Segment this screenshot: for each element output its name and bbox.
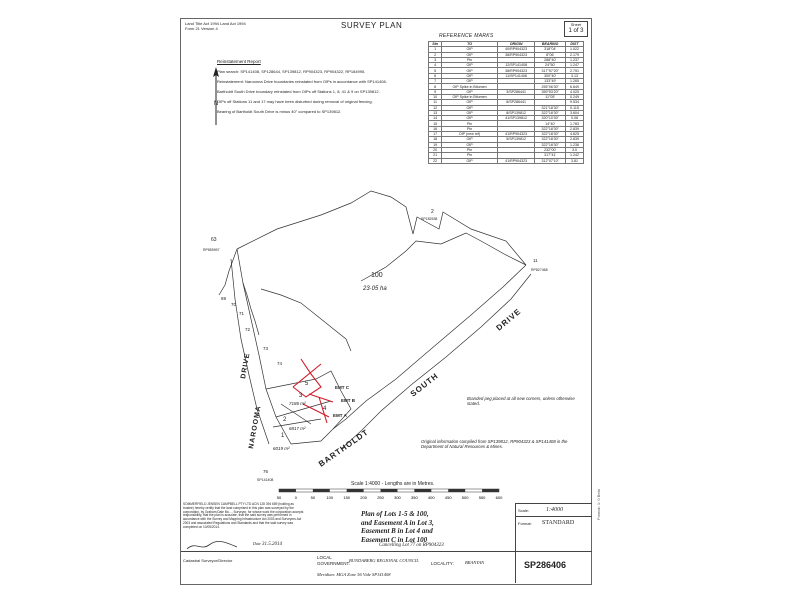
neighbour-label: SP141408 [257,478,274,482]
ref-cell: OIP [442,105,498,110]
ref-cell: 322°18'30" [535,110,566,115]
ref-cell: 12/SP141408 [497,63,535,68]
format-row-value: STANDARD [542,520,575,526]
ref-cell: 1.265 [565,79,583,84]
ref-cell: 6 [429,73,442,78]
sheet-num: 1 [568,28,572,34]
scale-tick-label: 350 [411,495,418,500]
road-name: DRIVE [494,306,523,333]
ref-cell: 11/SP141408 [497,73,535,78]
scale-tick-label: 200 [360,495,367,500]
local-label: LOCAL [317,555,332,560]
acts-line: Land Title Act 1994 Land Act 1994 [185,21,246,26]
ref-cell: OIP [442,79,498,84]
report-para: Plan search: SP141408, SP128644, SP139812, RP904323, RP904322, RP184995. [217,69,366,74]
ref-cell: 21 [429,153,442,158]
scale-label: Scale 1:4000 - Lengths are in Metres. [351,481,435,487]
sheet-number-box: Sheet 1 of 3 [564,21,588,37]
ref-cell: OIP (new ref) [442,132,498,137]
ref-cell: 318°04' [535,47,566,52]
ref-cell: 1.247 [565,63,583,68]
scale-tick-label: 400 [427,495,435,500]
ref-cell: 322°18'30" [535,132,566,137]
ref-cell: OIP [442,52,498,57]
road-name: NAROOMA [248,404,263,450]
ref-cell: Pin [442,121,498,126]
ref-cell: 1.237 [565,57,583,62]
lot-number: 5 [305,381,309,387]
lot-number: 3 [299,393,303,399]
ref-cell: 13 [429,110,442,115]
cancelling-note: Cancelling Lot 77 on RP904323 [379,543,444,548]
scale-bar [271,487,511,503]
ref-cell: 322°18'30" [535,137,566,142]
ref-cell: 22 [429,158,442,163]
government-label: GOVERNMENT: [317,561,351,566]
neighbour-label: 69 [221,296,227,301]
north-label: N [213,101,219,107]
ref-cell: 2.179 [565,52,583,57]
ref-cell: 320°10'30" [535,116,566,121]
scale-row-value: 1:4000 [546,507,563,513]
road-name: DRIVE [240,352,252,380]
lot100-boundary-lower [261,289,351,351]
scale-tick-label: 0 [294,495,298,500]
scale-row [516,503,592,517]
ref-cell: 300°40' [535,73,566,78]
neighbour-label: SP182538 [421,217,438,221]
sheet-of: 3 [580,28,584,34]
neighbour-label: 63 [211,237,217,243]
sheet-label: Sheet [570,22,582,27]
ref-cell: 14 [429,116,442,121]
ref-cell: 8/SP139812 [497,110,535,115]
ref-cell: OIP [442,47,498,52]
scale-segment [347,489,364,492]
report-para: Bearing of Bartholdt South Drive is minus 40" compared to SP139812. [217,109,342,114]
signature-date [253,541,282,548]
scale-tick-label: 500 [461,495,469,500]
ref-cell: 5/SP139812 [497,137,535,142]
neighbour-label: 70 [231,302,237,307]
neighbour-label: RP827468 [531,268,548,272]
date-label: Date [253,541,261,546]
neighbour-label: 76 [263,469,269,474]
scale-tick-label: 600 [495,495,503,500]
ref-cell: 359°53'20" [535,89,566,94]
ref-cell: 133°49' [535,79,566,84]
ref-cell: 11 [429,100,442,105]
ref-cell: 9.534 [565,100,583,105]
format-row-label: Format: [518,521,532,526]
ref-cell: 3.604 [565,110,583,115]
reference-marks-title: REFERENCE MARKS [439,33,494,39]
lot100-north-boundary [237,191,526,265]
easement-b-line [309,394,333,402]
ref-cell: 3.0 [565,147,583,152]
ref-cell: 1 [429,47,442,52]
scale-segment [482,489,499,492]
lot-number: 1 [281,433,285,439]
surveyor-certificate: SOMMERFIELD JENSEN CAMPBELL PTY LTD ACN 128 394 689 (holding as trustee) hereby certify that the land comprised in this plan was surveyed by the corporation, by Graham Dale Mc..., Surveyor, for whose work the corporation accepts responsibility, that the plan is accurate, that the said survey was performed in accordance with the Survey and Mapping Infrastructure Act 2003 and Surveyors Act 2003 and associated Regulations and Standards and that the said survey was completed on 10/05/2014. [183,502,304,529]
ref-cell: OIP [442,158,498,163]
scale-segment [381,489,398,492]
peg-note: Branded peg placed at all new corners, unless otherwise stated. [467,396,575,406]
neighbour-label: 11 [533,258,538,263]
ref-cell: 1.242 [565,153,583,158]
scale-tick-label: 100 [326,495,334,500]
ref-cell: 41/RP904323 [497,132,535,137]
report-para: OIPs off Stations 11 and 17 may have been disturbed during removal of original fencing. [217,99,373,104]
ref-column-header: Stn [429,42,442,47]
ref-cell: 321°18'30" [535,105,566,110]
neighbour-label: 2 [431,209,434,215]
survey-plan-sheet [180,18,592,585]
ref-cell: OIP Spike in Bitumen [442,94,498,99]
ref-cell: 16 [429,126,442,131]
form-version: Form 21 Version 4 [185,26,218,31]
ref-cell: Pin [442,126,498,131]
scale-tick-label: 50 [310,495,316,500]
easement-label: EMT A [333,413,347,418]
ref-cell: 2.839 [565,126,583,131]
ref-cell: 3.81 [565,158,583,163]
ref-cell: 8 [429,84,442,89]
ref-cell: 1.236 [565,142,583,147]
neighbour-label: 73 [263,346,269,351]
plan-title-line: Easement C in Lot 100 [361,535,428,544]
ref-cell: 2 [429,52,442,57]
naroonna-road-edge-west [231,259,269,444]
ref-cell: OIP Spike in Bitumen [442,84,498,89]
ref-cell: 232°00' [535,147,566,152]
lot-number: 4 [323,406,327,412]
ref-cell: 317°57'20" [535,68,566,73]
ref-cell: 4.625 [565,132,583,137]
ref-cell: 6.849 [565,84,583,89]
ref-cell: 1.783 [565,121,583,126]
ref-cell: OIP [442,68,498,73]
ref-cell: 5 [429,68,442,73]
scale-segment [448,489,465,492]
meridian-note: Meridian: MGA Zone 56 Vide SP141408 [317,572,391,577]
ref-cell: OIP [442,73,498,78]
neighbour-label: 71 [239,311,245,316]
neighbour-label: RP855997 [203,248,220,252]
ref-cell: OIP [442,137,498,142]
ref-cell: OIP [442,142,498,147]
ref-cell: 38/RP904323 [497,68,535,73]
scale-row-label: Scale: [518,508,530,513]
scale-tick-label: 250 [377,495,384,500]
scale-segment [414,489,431,492]
ref-column-header: BEARING [535,42,566,47]
lot-area: 6817 m² [289,426,306,431]
ref-cell: 288°40' [535,57,566,62]
ref-cell: 41/SP139812 [497,116,535,121]
locality-value: BRANYAN [465,560,485,565]
scale-tick-label: 550 [478,495,486,500]
ref-cell: 4 [429,63,442,68]
ref-cell: 3 [429,57,442,62]
ref-cell: 1.022 [565,47,583,52]
ref-cell: 41/RP904323 [497,158,535,163]
ref-cell: 3.13 [565,73,583,78]
ref-cell: OIP [442,110,498,115]
locality-label: LOCALITY: [431,561,454,566]
ref-cell: 0.249 [565,94,583,99]
ref-cell: 255°06'30" [535,84,566,89]
ref-cell: 322°18'30" [535,142,566,147]
ref-cell: 7 [429,79,442,84]
lot-area: 7186 m² [289,401,306,406]
ref-cell: 317°41' [535,153,566,158]
ref-cell: 8/SP286441 [497,100,535,105]
ref-cell: 10 [429,94,442,99]
page-title: SURVEY PLAN [341,21,403,30]
bartholdt-road-edge-south [341,274,531,449]
ref-cell: 18 [429,137,442,142]
scale-tick-label: 50 [276,495,282,500]
plan-title-line: Plan of Lots 1-5 & 100, [361,510,429,518]
plan-title-block [361,510,511,544]
locality-row [181,551,515,585]
original-info-note: Original information compiled from SP139812, RP904323 & SP141408 in the Department of Natural Resources & Mines. [421,439,568,449]
ref-cell: 19 [429,142,442,147]
ref-cell: 20 [429,147,442,152]
government-value: BUNDABERG REGIONAL COUNCIL [349,558,419,563]
ref-cell: 24°50' [535,63,566,68]
scale-segment [313,489,330,492]
ref-cell: 4.025 [565,89,583,94]
scale-tick-label: 450 [444,495,452,500]
easement-c-outline [293,359,321,397]
ref-cell: OIP [442,89,498,94]
ref-cell: 322°18'30" [535,126,566,131]
road-name: SOUTH [408,371,441,399]
surveyor-role: Cadastral Surveyor/Director [183,558,233,563]
ref-cell: 0.08 [565,116,583,121]
ref-cell: Pin [442,153,498,158]
ref-cell: 8°06' [535,52,566,57]
ref-cell: 2.751 [565,68,583,73]
date-value: 31.5.2014 [262,542,283,547]
scale-tick-label: 150 [343,495,351,500]
plan-info-box [515,503,592,583]
ref-column-header: ORIGIN [497,42,535,47]
scale-tick-label: 300 [394,495,401,500]
lot-area: 6019 m² [273,446,290,451]
report-para: Bartholdt South Drive boundary reinstated from OIPs off Stations 1, 8, 41 & 9 on SP139812. [217,89,380,94]
ref-cell: 17 [429,132,442,137]
lot100-number: 100 [371,272,383,279]
ref-cell: 15 [429,121,442,126]
easement-label: EMT B [341,398,355,403]
ref-cell: 2.839 [565,137,583,142]
scale-segment [279,489,296,492]
ref-cell: 0.115 [565,105,583,110]
lot100-area: 23·05 ha [363,286,387,292]
report-para: Reinstatement: Naroonna Drive boundaries reinstated from OIPs in accordance with SP141408. [217,79,387,84]
ref-cell: 14°40' [535,121,566,126]
ref-cell: OIP [442,116,498,121]
ref-cell: 3/SP286441 [497,89,535,94]
lot100-east-boundary [361,233,526,281]
ref-cell: 11°05' [535,94,566,99]
report-heading: Reinstatement Report [217,59,261,64]
plan-number: SP286406 [524,560,567,570]
ref-column-header: TO [442,42,498,47]
ref-column-header: DIST [565,42,583,47]
easement-label: EMT C [335,385,349,390]
ref-cell: OIP [442,63,498,68]
ref-cell: 312°07'10" [535,158,566,163]
ref-cell: Pin [442,57,498,62]
ref-cell: 38/RP904323 [497,52,535,57]
side-label: Format: 1: 0 Beta [596,489,601,520]
plan-title-line: and Easement A in Lot 3, [361,518,434,527]
plan-title-line: Easement B in Lot 4 and [361,527,433,535]
ref-cell: 12 [429,105,442,110]
neighbour-label: 72 [245,327,251,332]
ref-cell: Pin [442,147,498,152]
ref-cell: 40/RP904323 [497,47,535,52]
neighbour-label: 74 [277,361,283,366]
neighbour-boundary [219,249,237,295]
plan-number-row [516,551,592,584]
lot-number: 2 [283,417,287,423]
ref-cell: OIP [442,100,498,105]
road-name: BARTHOLDT [316,427,371,469]
ref-cell: 9 [429,89,442,94]
format-row [516,516,592,530]
